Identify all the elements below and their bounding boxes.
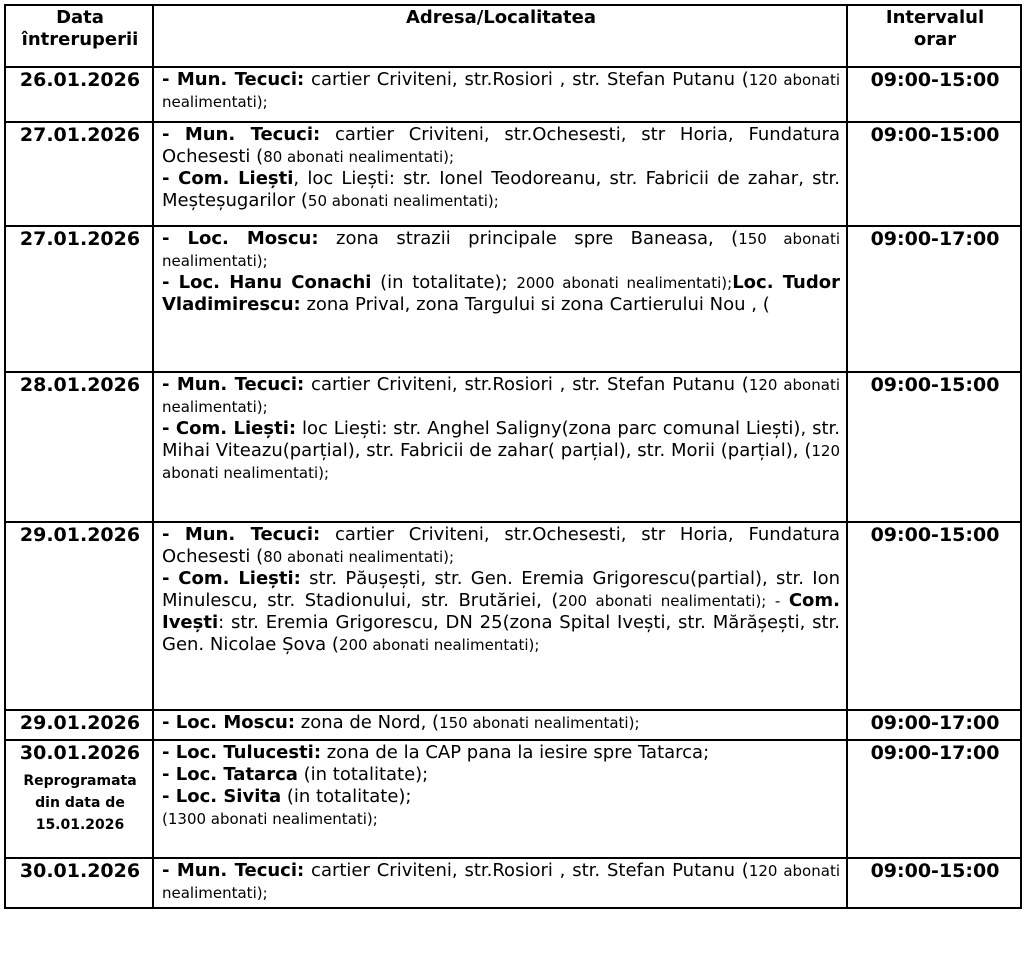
- address-text: str. Păușești, str. Gen. Eremia Grigorescu(partial), str. Ion Minulescu, str. Stadionului, str. Brutăriei, (: [162, 568, 840, 611]
- address-bold2: Loc. Tudor Vladimirescu:: [162, 272, 840, 315]
- address-text: (in totalitate);: [371, 272, 517, 293]
- address-line: [162, 786, 840, 808]
- address-bold: - Mun. Tecuci:: [162, 524, 321, 545]
- address-bold: - Loc. Moscu:: [162, 712, 296, 733]
- address-small: 120 abonati nealimentati);: [162, 862, 840, 902]
- outage-interval: 09:00-15:00: [847, 372, 1021, 522]
- outage-address: [153, 122, 847, 226]
- address-bold: - Loc. Tulucesti:: [162, 742, 322, 763]
- outage-interval: 09:00-15:00: [847, 522, 1021, 710]
- table-row: [5, 740, 1021, 858]
- address-line: [162, 272, 840, 316]
- address-bold: - Mun. Tecuci:: [162, 374, 305, 395]
- outage-date-value: 30.01.2026: [19, 860, 141, 882]
- address-bold: - Loc. Tatarca: [162, 764, 298, 785]
- outage-date: [5, 710, 153, 740]
- address-small: 80 abonati nealimentati);: [263, 548, 455, 566]
- outage-address: [153, 858, 847, 908]
- address-line: [162, 808, 840, 830]
- address-text: , loc Liești: str. Ionel Teodoreanu, str. Fabricii de zahar, str. Meșteșugarilor (: [162, 168, 840, 211]
- address-bold: - Loc. Sivita: [162, 786, 282, 807]
- outage-schedule-table: [4, 4, 1022, 909]
- header-time-line2: orar: [913, 29, 957, 50]
- table-row: [5, 122, 1021, 226]
- address-small: 50 abonati nealimentati);: [307, 192, 499, 210]
- header-address: Adresa/Localitatea: [153, 5, 847, 67]
- outage-address: [153, 710, 847, 740]
- address-line: [162, 860, 840, 904]
- table-row: [5, 226, 1021, 372]
- address-text: zona de Nord, (: [295, 712, 440, 733]
- address-small2: 200 abonati nealimentati);: [338, 636, 540, 654]
- table-row: [5, 522, 1021, 710]
- outage-address: [153, 372, 847, 522]
- outage-date-value: 29.01.2026: [19, 524, 141, 546]
- address-text: zona de la CAP pana la iesire spre Tatarca;: [321, 742, 710, 763]
- address-text: cartier Criviteni, str.Rosiori , str. Stefan Putanu (: [304, 860, 749, 881]
- outage-interval: 09:00-17:00: [847, 226, 1021, 372]
- outage-date-value: 27.01.2026: [19, 124, 141, 146]
- address-line: [162, 374, 840, 418]
- address-text: cartier Criviteni, str.Ochesesti, str Horia, Fundatura Ochesesti (: [162, 524, 840, 567]
- address-small: (1300 abonati nealimentati);: [162, 810, 378, 828]
- outage-date: [5, 67, 153, 122]
- header-time-line1: Intervalul: [885, 7, 985, 28]
- address-small: 120 abonati nealimentati);: [162, 71, 840, 111]
- address-small: 150 abonati nealimentati);: [162, 230, 840, 270]
- address-line: [162, 168, 840, 212]
- outage-address: [153, 226, 847, 372]
- address-text: zona strazii principale spre Baneasa, (: [318, 228, 739, 249]
- address-line: [162, 124, 840, 168]
- address-line: [162, 712, 840, 734]
- address-bold: - Com. Liești:: [162, 568, 301, 589]
- address-text: loc Liești: str. Anghel Saligny(zona parc comunal Liești), str. Mihai Viteazu(parțial), str. Fabricii de zahar( parțial), str. Morii (parțial), (: [162, 418, 840, 461]
- address-line: [162, 524, 840, 568]
- outage-date-value: 29.01.2026: [19, 712, 141, 734]
- address-small: 150 abonati nealimentati);: [439, 714, 640, 732]
- address-bold: - Mun. Tecuci:: [162, 124, 321, 145]
- outage-address: [153, 67, 847, 122]
- address-text: cartier Criviteni, str.Rosiori , str. Stefan Putanu (: [304, 374, 749, 395]
- outage-date: [5, 522, 153, 710]
- outage-date: [5, 122, 153, 226]
- outage-address: [153, 522, 847, 710]
- outage-date-value: 28.01.2026: [19, 374, 141, 396]
- outage-date-value: 30.01.2026: [19, 742, 141, 764]
- address-small: 120 abonati nealimentati);: [162, 442, 840, 482]
- header-date-line2: întreruperii: [21, 29, 139, 50]
- outage-date-value: 26.01.2026: [19, 69, 141, 91]
- outage-interval: 09:00-15:00: [847, 858, 1021, 908]
- address-bold: - Com. Liești:: [162, 418, 297, 439]
- header-date: [5, 5, 153, 67]
- address-line: [162, 764, 840, 786]
- outage-interval: 09:00-15:00: [847, 122, 1021, 226]
- address-text2: : str. Eremia Grigorescu, DN 25(zona Spital Ivești, str. Mărășești, str. Gen. Nicolae Șova (: [162, 612, 840, 655]
- address-text: cartier Criviteni, str.Ochesesti, str Horia, Fundatura Ochesesti (: [162, 124, 840, 167]
- address-text: (in totalitate);: [297, 764, 429, 785]
- outage-interval: 09:00-17:00: [847, 710, 1021, 740]
- header-date-line1: Data: [56, 7, 104, 28]
- table-row: [5, 372, 1021, 522]
- table-row: [5, 67, 1021, 122]
- header-row: [5, 5, 1021, 67]
- address-bold: - Loc. Moscu:: [162, 228, 319, 249]
- address-small: 2000 abonati nealimentati);: [516, 274, 733, 292]
- outage-interval: 09:00-17:00: [847, 740, 1021, 858]
- outage-date: [5, 740, 153, 858]
- outage-date: [5, 372, 153, 522]
- outage-interval: 09:00-15:00: [847, 67, 1021, 122]
- address-bold: - Loc. Hanu Conachi: [162, 272, 372, 293]
- address-small: 120 abonati nealimentati);: [162, 376, 840, 416]
- address-line: [162, 742, 840, 764]
- address-bold: - Com. Liești: [162, 168, 294, 189]
- reschedule-note: Reprogramata din data de 15.01.2026: [23, 773, 137, 833]
- address-line: [162, 69, 840, 113]
- address-bold: - Mun. Tecuci:: [162, 860, 305, 881]
- address-small: 80 abonati nealimentati);: [263, 148, 455, 166]
- address-line: [162, 418, 840, 484]
- address-text: (in totalitate);: [281, 786, 412, 807]
- outage-date: [5, 858, 153, 908]
- outage-date: [5, 226, 153, 372]
- outage-address: [153, 740, 847, 858]
- address-small: 200 abonati nealimentati); -: [558, 592, 789, 610]
- table-row: [5, 858, 1021, 908]
- address-text2: zona Prival, zona Targului si zona Cartierului Nou , (: [300, 294, 770, 315]
- address-line: [162, 568, 840, 656]
- address-text: cartier Criviteni, str.Rosiori , str. Stefan Putanu (: [304, 69, 749, 90]
- outage-date-value: 27.01.2026: [19, 228, 141, 250]
- header-time: [847, 5, 1021, 67]
- address-bold: - Mun. Tecuci:: [162, 69, 305, 90]
- address-bold2: Com. Ivești: [162, 590, 840, 633]
- address-line: [162, 228, 840, 272]
- table-row: [5, 710, 1021, 740]
